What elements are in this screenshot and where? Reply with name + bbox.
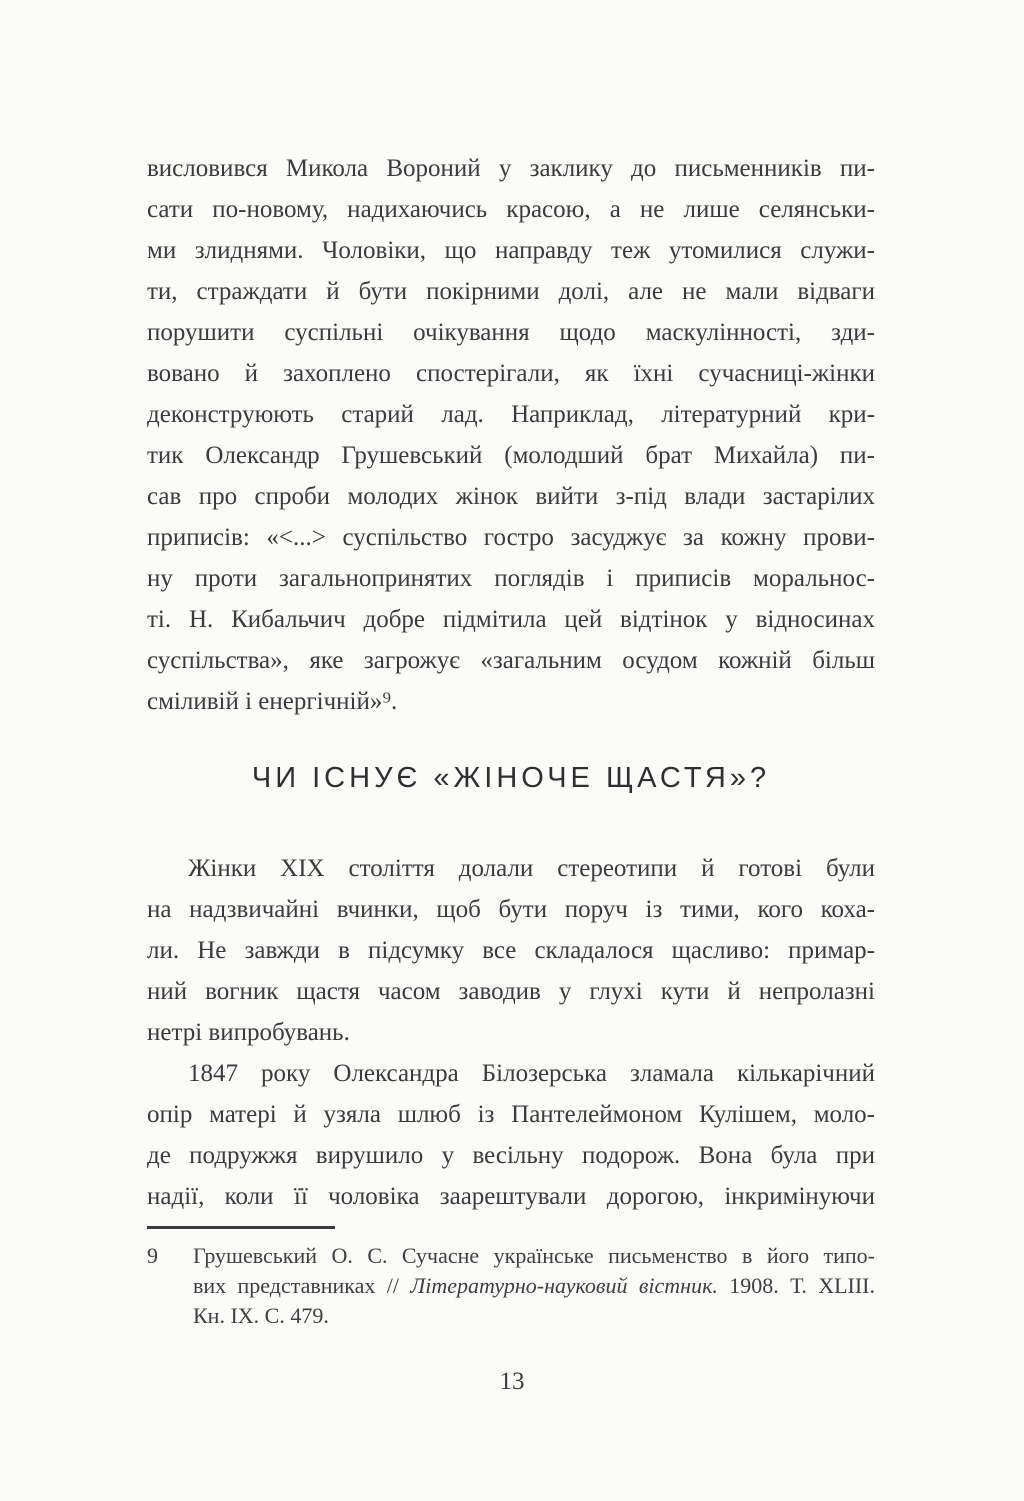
text-line: ті. Н. Кибальчич добре підмітила цей відтінок у відносинах — [147, 606, 875, 633]
footnote — [147, 1226, 875, 1331]
text-line: порушити суспільні очікування щодо маскулінності, зди- — [147, 319, 875, 346]
text-line: де подружжя вирушило у весільну подорож. Вона була при — [147, 1142, 875, 1169]
text-line: вовано й захоплено спостерігали, як їхні сучасниці-жінки — [147, 360, 875, 387]
text-line: ли. Не завжди в підсумку все складалося щасливо: примар- — [147, 937, 875, 964]
text-line: деконструюють старий лад. Наприклад, літературний кри- — [147, 401, 875, 428]
text-line: приписів: «<...> суспільство гостро засуджує за кожну прови- — [147, 524, 875, 551]
text-line: тик Олександр Грушевський (молодший брат Михайла) пи- — [147, 442, 875, 469]
text-line: опір матері й узяла шлюб із Пантелеймоном Кулішем, моло- — [147, 1101, 875, 1128]
footnote-line: вих представниках // Літературно-науковий вістник. 1908. Т. XLIII. — [193, 1273, 875, 1298]
paragraph — [147, 1053, 875, 1217]
text-line: ми злиднями. Чоловіки, що направду теж утомилися служи- — [147, 237, 875, 264]
text-line: надії, коли її чоловіка заарештували дорогою, інкримінуючи — [147, 1183, 875, 1210]
text-line: Жінки XIX століття долали стереотипи й готові були — [188, 855, 875, 882]
text-line: сав про спроби молодих жінок вийти з-під влади застарілих — [147, 483, 875, 510]
footnote-body — [147, 1241, 875, 1331]
footnote-marker: 9 — [147, 1243, 158, 1268]
text-line: суспільства», яке загрожує «загальним осудом кожній більш — [147, 647, 875, 674]
footnote-divider — [147, 1226, 335, 1229]
text-line: 1847 року Олександра Білозерська зламала кількарічний — [188, 1060, 875, 1087]
text-line: на надзвичайні вчинки, щоб бути поруч із тими, кого коха- — [147, 896, 875, 923]
footnote-line: Грушевський О. С. Сучасне українське письменство в його типо- — [193, 1243, 875, 1268]
text-line: ти, страждати й бути покірними долі, але не мали відваги — [147, 278, 875, 305]
text-line: нетрі випробувань. — [147, 1019, 350, 1046]
section-heading: ЧИ ІСНУЄ «ЖІНОЧЕ ЩАСТЯ»? — [251, 762, 771, 794]
footnote-line: Кн. IX. С. 479. — [193, 1303, 329, 1328]
paragraph-continued — [147, 148, 875, 722]
body-text — [147, 148, 875, 1217]
text-line: ну проти загальнопринятих поглядів і приписів моральнос- — [147, 565, 875, 592]
text-line: висловився Микола Вороний у заклику до письменників пи- — [147, 155, 875, 182]
footnote-text — [193, 1241, 875, 1331]
paragraph — [147, 848, 875, 1053]
text-line: ний вогник щастя часом заводив у глухі кути й непролазні — [147, 978, 875, 1005]
page-number: 13 — [499, 1368, 525, 1395]
text-line: сати по-новому, надихаючись красою, а не лише селянськи- — [147, 196, 875, 223]
text-line: сміливій і енергічній»⁹. — [147, 688, 398, 715]
